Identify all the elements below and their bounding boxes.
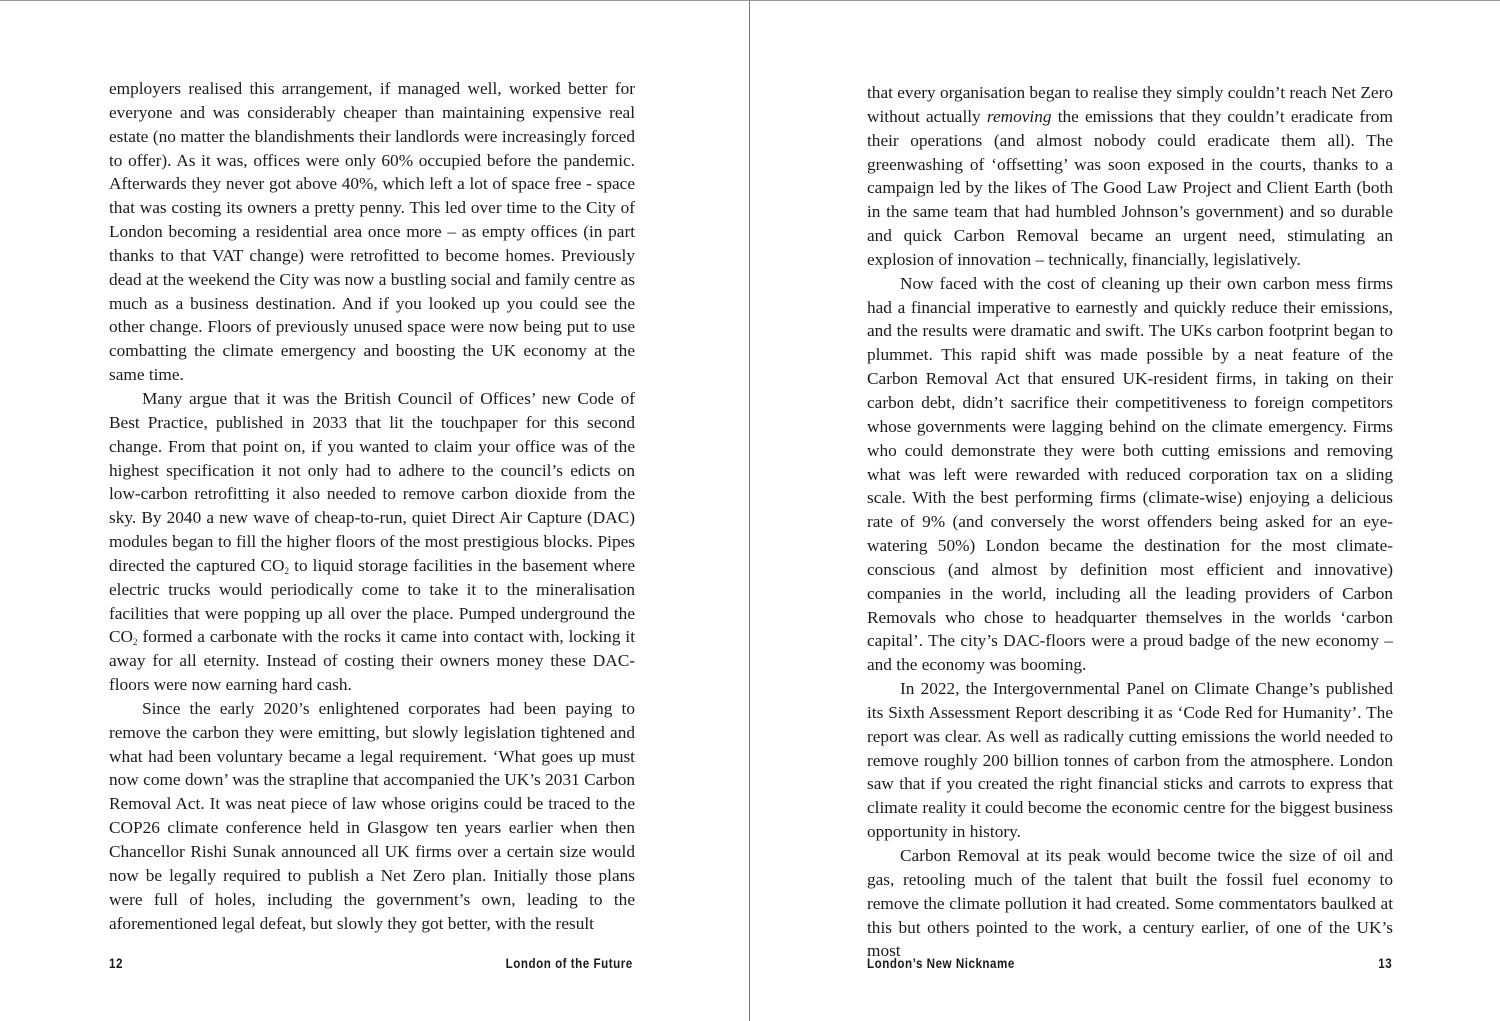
running-head-left: London of the Future — [505, 956, 633, 971]
emphasis-removing: removing — [986, 106, 1052, 126]
left-page — [0, 0, 749, 1021]
left-paragraph-1: employers realised this arrangement, if managed well, worked better for everyone and was considerably cheaper than maintaining expensive real estate (no matter the blandishments their landlords were increasingly forced to offer). As it was, offices were only 60% occupied before the pandemic. Afterwards they never got above 40%, which left a lot of space free - space that was costing its owners a pretty penny. This led over time to the City of London becoming a residential area once more – as empty offices (in part thanks to that VAT change) were retrofitted to become homes. Previously dead at the weekend the City was now a bustling social and family centre as much as a business destination. And if you looked up you could see the other change. Floors of previously unused space were now being put to use combatting the climate emergency and boosting the UK economy at the same time. — [109, 79, 635, 385]
running-head-right: London’s New Nickname — [867, 956, 1015, 971]
spine-gutter — [749, 0, 750, 1021]
left-paragraph-2 — [109, 387, 635, 697]
right-page-body — [867, 81, 1393, 963]
co2-subscript: 2 — [284, 565, 290, 576]
co2-subscript: 2 — [133, 637, 138, 648]
right-paragraph-2: Now faced with the cost of cleaning up their own carbon mess firms had a financial imperative to earnestly and quickly reduce their emissions, and the results were dramatic and swift. The UKs carbon footprint began to plummet. This rapid shift was made possible by a neat feature of the Carbon Removal Act that ensured UK-resident firms, in taking on their carbon debt, didn’t sacrifice their competitiveness to foreign competitors whose governments were lagging behind on the climate emergency. Firms who could demonstrate they were both cutting emissions and removing what was left were rewarded with reduced corporation tax on a sliding scale. With the best performing firms (climate-wise) enjoying a delicious rate of 9% (and conversely the worst offenders being asked for an eye-watering 50%) London became the destination for the most climate-conscious (and almost by definition most efficient and innovative) companies in the world, including all the leading providers of Carbon Removals who chose to headquarter themselves in the worlds ‘carbon capital’. The city’s DAC-floors were a proud badge of the new economy – and the economy was booming. — [867, 273, 1393, 675]
right-paragraph-4: Carbon Removal at its peak would become twice the size of oil and gas, retooling much of the talent that built the fossil fuel economy to remove the climate pollution it had created. Some commentators baulked at this but others pointed to the work, a century earlier, of one of the UK’s most — [867, 846, 1393, 961]
left-page-body — [109, 77, 635, 935]
right-page — [751, 0, 1500, 1021]
left-paragraph-2-cont: to liquid storage facilities in the basement where electric trucks would periodically come to take it to the mineralisation facilities that were popping up all over the place. Pumped underground the CO — [109, 555, 636, 647]
left-paragraph-2-end: formed a carbonate with the rocks it came into contact with, locking it away for all eternity. Instead of costing their owners money these DAC-floors were now earning hard cash. — [109, 627, 635, 695]
right-paragraph-1 — [867, 81, 1393, 272]
left-paragraph-3: Since the early 2020’s enlightened corporates had been paying to remove the carbon they were emitting, but slowly legislation tightened and what had been voluntary became a legal requirement. ‘What goes up must now come down’ was the strapline that accompanied the UK’s 2031 Carbon Removal Act. It was neat piece of law whose origins could be traced to the COP26 climate conference held in Glasgow ten years earlier when then Chancellor Rishi Sunak announced all UK firms over a certain size would now be legally required to publish a Net Zero plan. Initially those plans were full of holes, including the government’s own, leading to the aforementioned legal defeat, but slowly they got better, with the result — [109, 698, 635, 933]
right-paragraph-1-text: that every organisation began to realise they simply couldn’t reach Net Zero without actually — [867, 83, 1393, 126]
right-paragraph-1-cont: the emissions that they couldn’t eradicate from their operations (and almost nobody could eradicate them all). The greenwashing of ‘offsetting’ was soon exposed in the courts, thanks to a campaign led by the likes of The Good Law Project and Client Earth (both in the same team that had humbled Johnson’s government) and so durable and quick Carbon Removal became an urgent need, stimulating an explosion of innovation – technically, financially, legislatively. — [867, 106, 1393, 269]
page-number-right: 13 — [1378, 956, 1392, 971]
left-paragraph-2-text: Many argue that it was the British Council of Offices’ new Code of Best Practice, published in 2033 that lit the touchpaper for this second change. From that point on, if you wanted to claim your office was of the highest specification it not only had to adhere to the council’s edicts on low-carbon retrofitting it also needed to remove carbon dioxide from the sky. By 2040 a new wave of cheap-to-run, quiet Direct Air Capture (DAC) modules began to fill the higher floors of the most prestigious blocks. Pipes directed the captured CO — [109, 388, 635, 575]
page-number-left: 12 — [109, 956, 123, 971]
right-paragraph-3: In 2022, the Intergovernmental Panel on Climate Change’s published its Sixth Assessment Report describing it as ‘Code Red for Humanity’. The report was clear. As well as radically cutting emissions the world needed to remove roughly 200 billion tonnes of carbon from the atmosphere. London saw that if you created the right financial sticks and carrots to express that climate reality it could become the economic centre for the biggest business opportunity in history. — [867, 679, 1393, 842]
